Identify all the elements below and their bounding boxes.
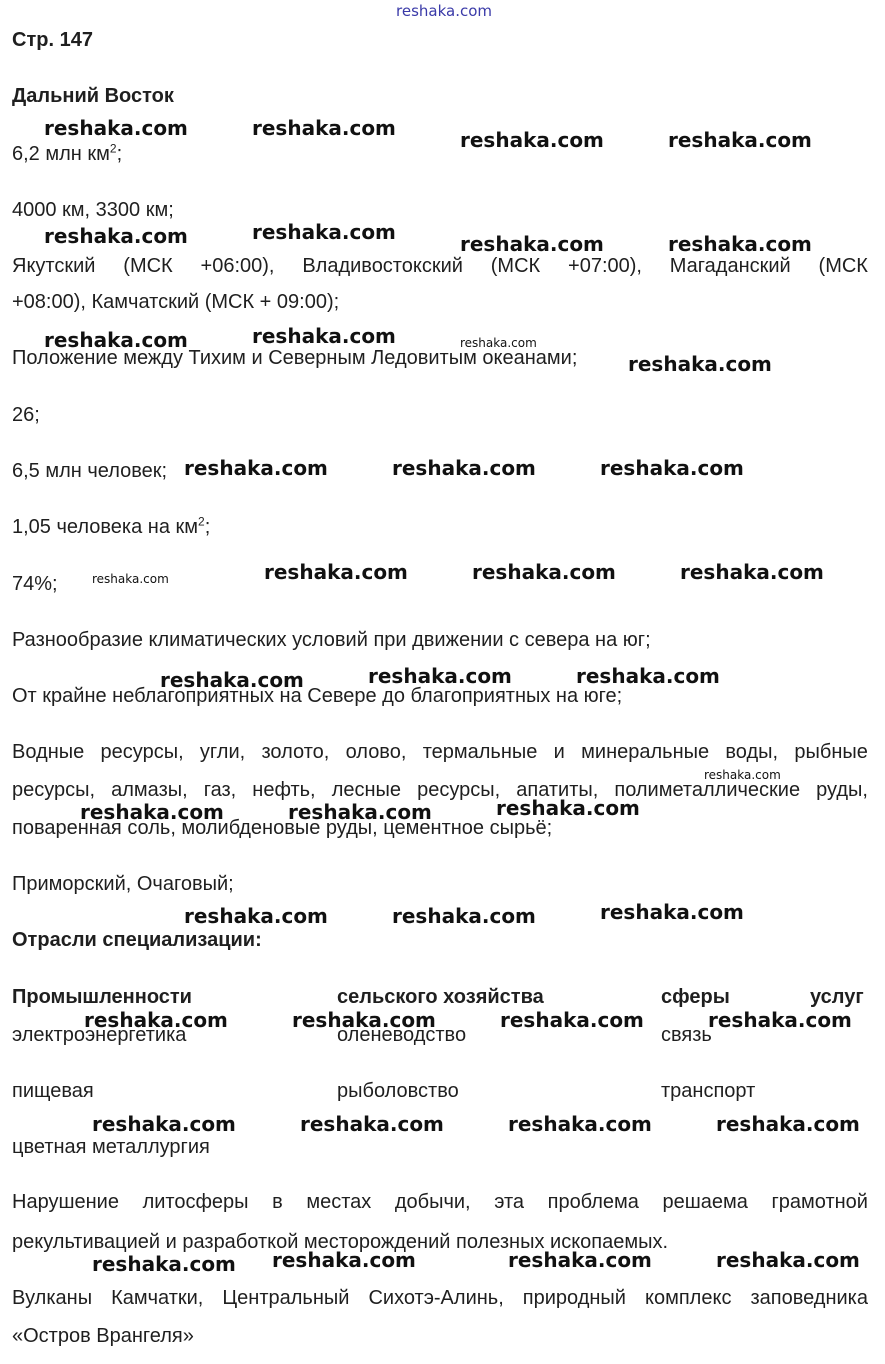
- watermark: reshaka.com: [292, 1008, 436, 1032]
- heritage-line-2: «Остров Врангеля»: [12, 1325, 194, 1347]
- watermark-small: reshaka.com: [704, 768, 781, 782]
- watermark-small: reshaka.com: [460, 336, 537, 350]
- watermark: reshaka.com: [500, 1008, 644, 1032]
- time-zones-line-2: +08:00), Камчатский (МСК + 09:00);: [12, 291, 340, 313]
- resources-line-3: поваренная соль, молибденовые руды, цементное сырьё;: [12, 817, 553, 839]
- watermark: reshaka.com: [680, 560, 824, 584]
- watermark: reshaka.com: [288, 800, 432, 824]
- extent-text: 4000 км, 3300 км;: [12, 199, 174, 221]
- resources-line-1: Водные ресурсы, угли, золото, олово, термальные и минеральные воды, рыбные: [12, 741, 868, 763]
- watermark: reshaka.com: [44, 116, 188, 140]
- watermark: reshaka.com: [252, 324, 396, 348]
- watermark: reshaka.com: [44, 224, 188, 248]
- watermark: reshaka.com: [44, 328, 188, 352]
- watermark: reshaka.com: [668, 232, 812, 256]
- position-text: Положение между Тихим и Северным Ледовитым океанами;: [12, 347, 578, 369]
- watermark: reshaka.com: [252, 220, 396, 244]
- climate-text: Разнообразие климатических условий при движении с севера на юг;: [12, 629, 651, 651]
- header-industry: Промышленности: [12, 986, 192, 1008]
- watermark: reshaka.com: [472, 560, 616, 584]
- header-agriculture: сельского хозяйства: [337, 986, 544, 1008]
- header-services-1: сферы: [661, 986, 730, 1008]
- watermark: reshaka.com: [80, 800, 224, 824]
- watermark: reshaka.com: [628, 352, 772, 376]
- watermark: reshaka.com: [460, 232, 604, 256]
- watermark: reshaka.com: [508, 1248, 652, 1272]
- watermark: reshaka.com: [160, 668, 304, 692]
- table-cell: пищевая: [12, 1080, 94, 1102]
- top-watermark: reshaka.com: [396, 2, 492, 20]
- page-label: Стр. 147: [12, 29, 93, 51]
- watermark: reshaka.com: [668, 128, 812, 152]
- density-text: 1,05 человека на $км^2$;: [12, 514, 211, 538]
- watermark: reshaka.com: [716, 1248, 860, 1272]
- header-services-2: услуг: [810, 986, 864, 1008]
- table-cell: цветная металлургия: [12, 1136, 210, 1158]
- watermark-small: reshaka.com: [92, 572, 169, 586]
- area-text: 6,2 млн $км^2$;: [12, 141, 123, 165]
- watermark: reshaka.com: [184, 904, 328, 928]
- watermark: reshaka.com: [508, 1112, 652, 1136]
- specialization-title: Отрасли специализации:: [12, 929, 262, 951]
- watermark: reshaka.com: [92, 1252, 236, 1276]
- table-cell: связь: [661, 1024, 712, 1046]
- watermark: reshaka.com: [460, 128, 604, 152]
- watermark: reshaka.com: [184, 456, 328, 480]
- watermark: reshaka.com: [264, 560, 408, 584]
- table-cell: электроэнергетика: [12, 1024, 187, 1046]
- conditions-text: От крайне неблагоприятных на Севере до благоприятных на юге;: [12, 685, 623, 707]
- time-zones-line-1: Якутский (МСК +06:00), Владивостокский (МСК +07:00), Магаданский (МСК: [12, 255, 868, 277]
- table-cell: транспорт: [661, 1080, 756, 1102]
- watermark: reshaka.com: [600, 456, 744, 480]
- problem-line-2: рекультивацией и разработкой месторождений полезных ископаемых.: [12, 1231, 669, 1253]
- subjects-count: 26;: [12, 404, 40, 426]
- population-text: 6,5 млн человек;: [12, 460, 168, 482]
- watermark: reshaka.com: [84, 1008, 228, 1032]
- resources-line-2: ресурсы, алмазы, газ, нефть, лесные ресурсы, апатиты, полиметаллические руды,: [12, 779, 868, 801]
- problem-line-1: Нарушение литосферы в местах добычи, эта проблема решаема грамотной: [12, 1191, 868, 1213]
- watermark: reshaka.com: [92, 1112, 236, 1136]
- table-cell: рыболовство: [337, 1080, 459, 1102]
- watermark: reshaka.com: [716, 1112, 860, 1136]
- region-title: Дальний Восток: [12, 85, 174, 107]
- watermark: reshaka.com: [600, 900, 744, 924]
- table-cell: оленеводство: [337, 1024, 467, 1046]
- watermark: reshaka.com: [496, 796, 640, 820]
- watermark: reshaka.com: [576, 664, 720, 688]
- watermark: reshaka.com: [708, 1008, 852, 1032]
- watermark: reshaka.com: [300, 1112, 444, 1136]
- deposits-text: Приморский, Очаговый;: [12, 873, 234, 895]
- watermark: reshaka.com: [392, 456, 536, 480]
- heritage-line-1: Вулканы Камчатки, Центральный Сихотэ-Алинь, природный комплекс заповедника: [12, 1287, 868, 1309]
- watermark: reshaka.com: [392, 904, 536, 928]
- watermark: reshaka.com: [272, 1248, 416, 1272]
- watermark: reshaka.com: [368, 664, 512, 688]
- urban-share: 74%;: [12, 573, 58, 595]
- watermark: reshaka.com: [252, 116, 396, 140]
